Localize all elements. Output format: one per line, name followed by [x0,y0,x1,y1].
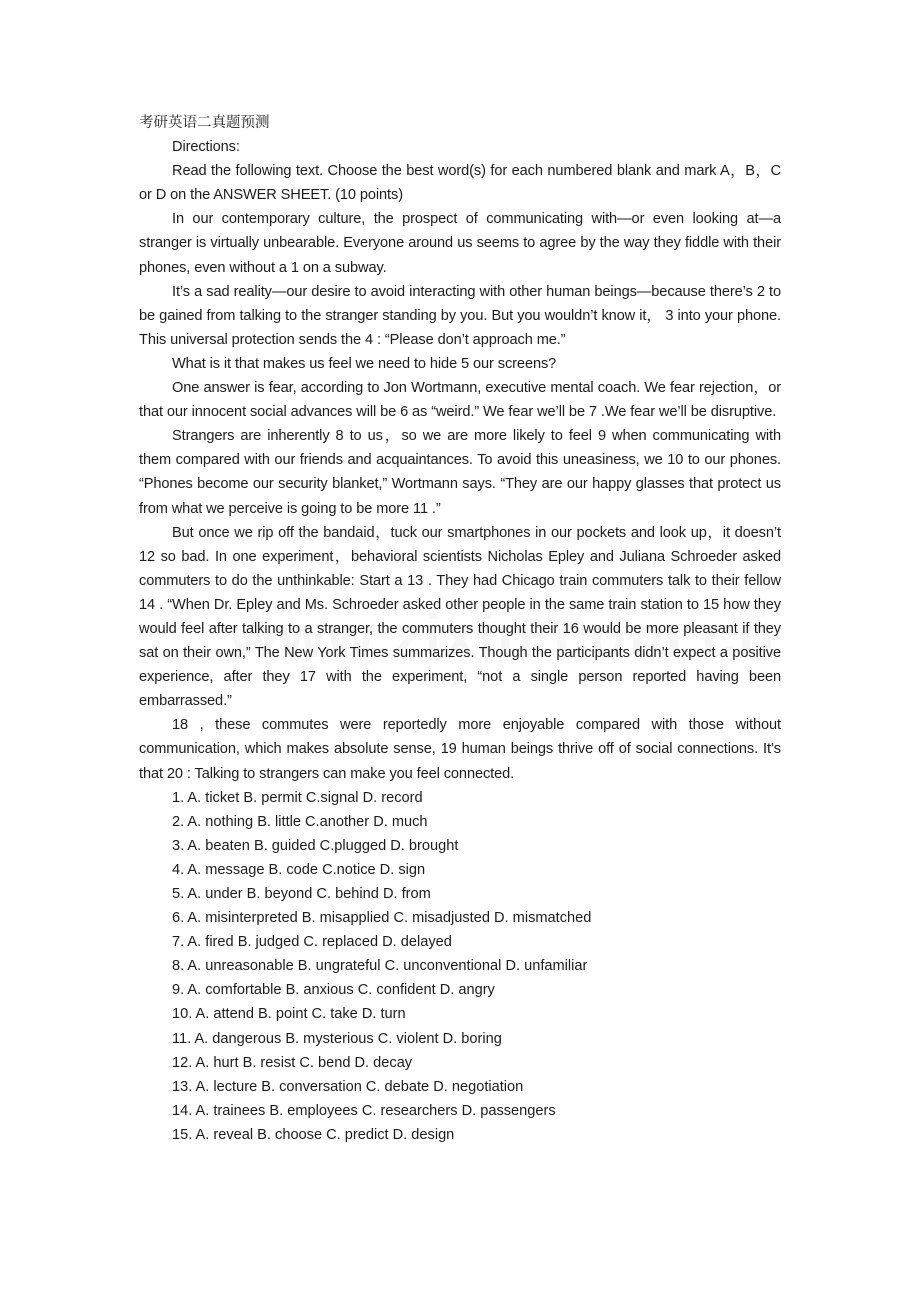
answer-option: 2. A. nothing B. little C.another D. much [172,813,428,830]
passage-paragraph-4: One answer is fear, according to Jon Wortmann, executive mental coach. We fear rejection，or that our innocent social advances will be 6 as “weird.” We fear we’ll be 7 .We fear we’ll be disruptive. [139,380,781,421]
passage-paragraph-3: What is it that makes us feel we need to hide 5 our screens? [172,355,557,372]
passage-paragraph-7: 18 , these commutes were reportedly more enjoyable compared with those without communication, which makes absolute sense, 19 human beings thrive off of social connections. It’s that 20 : Talking to strangers can make you feel connected. [139,717,781,782]
document-title: 考研英语二真题预测 [139,115,270,131]
answer-option: 14. A. trainees B. employees C. researchers D. passengers [172,1102,556,1119]
directions-text: Read the following text. Choose the best word(s) for each numbered blank and mark A，B，C or D on the ANSWER SHEET. (10 points) [139,163,781,204]
answer-option: 9. A. comfortable B. anxious C. confident D. angry [172,982,495,999]
passage-paragraph-1: In our contemporary culture, the prospect of communicating with—or even looking at—a stranger is virtually unbearable. Everyone around us seems to agree by the way they fiddle with their phones, even without a 1 on a subway. [139,211,781,276]
answer-option: 4. A. message B. code C.notice D. sign [172,861,426,878]
answer-option: 13. A. lecture B. conversation C. debate D. negotiation [172,1078,524,1095]
passage-paragraph-6: But once we rip off the bandaid，tuck our smartphones in our pockets and look up，it doesn’t 12 so bad. In one experiment，behavioral scientists Nicholas Epley and Juliana Schroeder asked commuters to do the unthinkable: Start a 13 . They had Chicago train commuters talk to their fellow 14 . “When Dr. Epley and Ms. Schroeder asked other people in the same train station to 15 how they would feel after talking to a stranger, the commuters thought their 16 would be more pleasant if they sat on their own,” The New York Times summarizes. Though the participants didn’t expect a positive experience, after they 17 with the experiment, “not a single person reported having been embarrassed.” [139,524,781,710]
answer-option: 8. A. unreasonable B. ungrateful C. unconventional D. unfamiliar [172,958,588,975]
document-page [139,111,781,1147]
answer-option: 12. A. hurt B. resist C. bend D. decay [172,1054,413,1071]
answer-option: 1. A. ticket B. permit C.signal D. record [172,789,423,806]
answer-option: 3. A. beaten B. guided C.plugged D. brought [172,837,459,854]
passage-paragraph-2: It’s a sad reality—our desire to avoid interacting with other human beings—because there’s 2 to be gained from talking to the stranger standing by you. But you wouldn’t know it， 3 into your phone. This universal protection sends the 4 : “Please don’t approach me.” [139,283,781,348]
answer-option: 6. A. misinterpreted B. misapplied C. misadjusted D. mismatched [172,910,592,927]
passage-paragraph-5: Strangers are inherently 8 to us，so we are more likely to feel 9 when communicating with them compared with our friends and acquaintances. To avoid this uneasiness, we 10 to our phones. “Phones become our security blanket,” Wortmann says. “They are our happy glasses that protect us from what we perceive is going to be more 11 .” [139,428,781,517]
answer-option: 5. A. under B. beyond C. behind D. from [172,886,431,902]
answer-options-list [139,786,781,1147]
answer-option: 7. A. fired B. judged C. replaced D. delayed [172,934,452,951]
answer-option: 15. A. reveal B. choose C. predict D. design [172,1126,455,1143]
answer-option: 10. A. attend B. point C. take D. turn [172,1006,406,1023]
answer-option: 11. A. dangerous B. mysterious C. violent D. boring [172,1030,502,1047]
directions-heading: Directions: [172,139,240,156]
